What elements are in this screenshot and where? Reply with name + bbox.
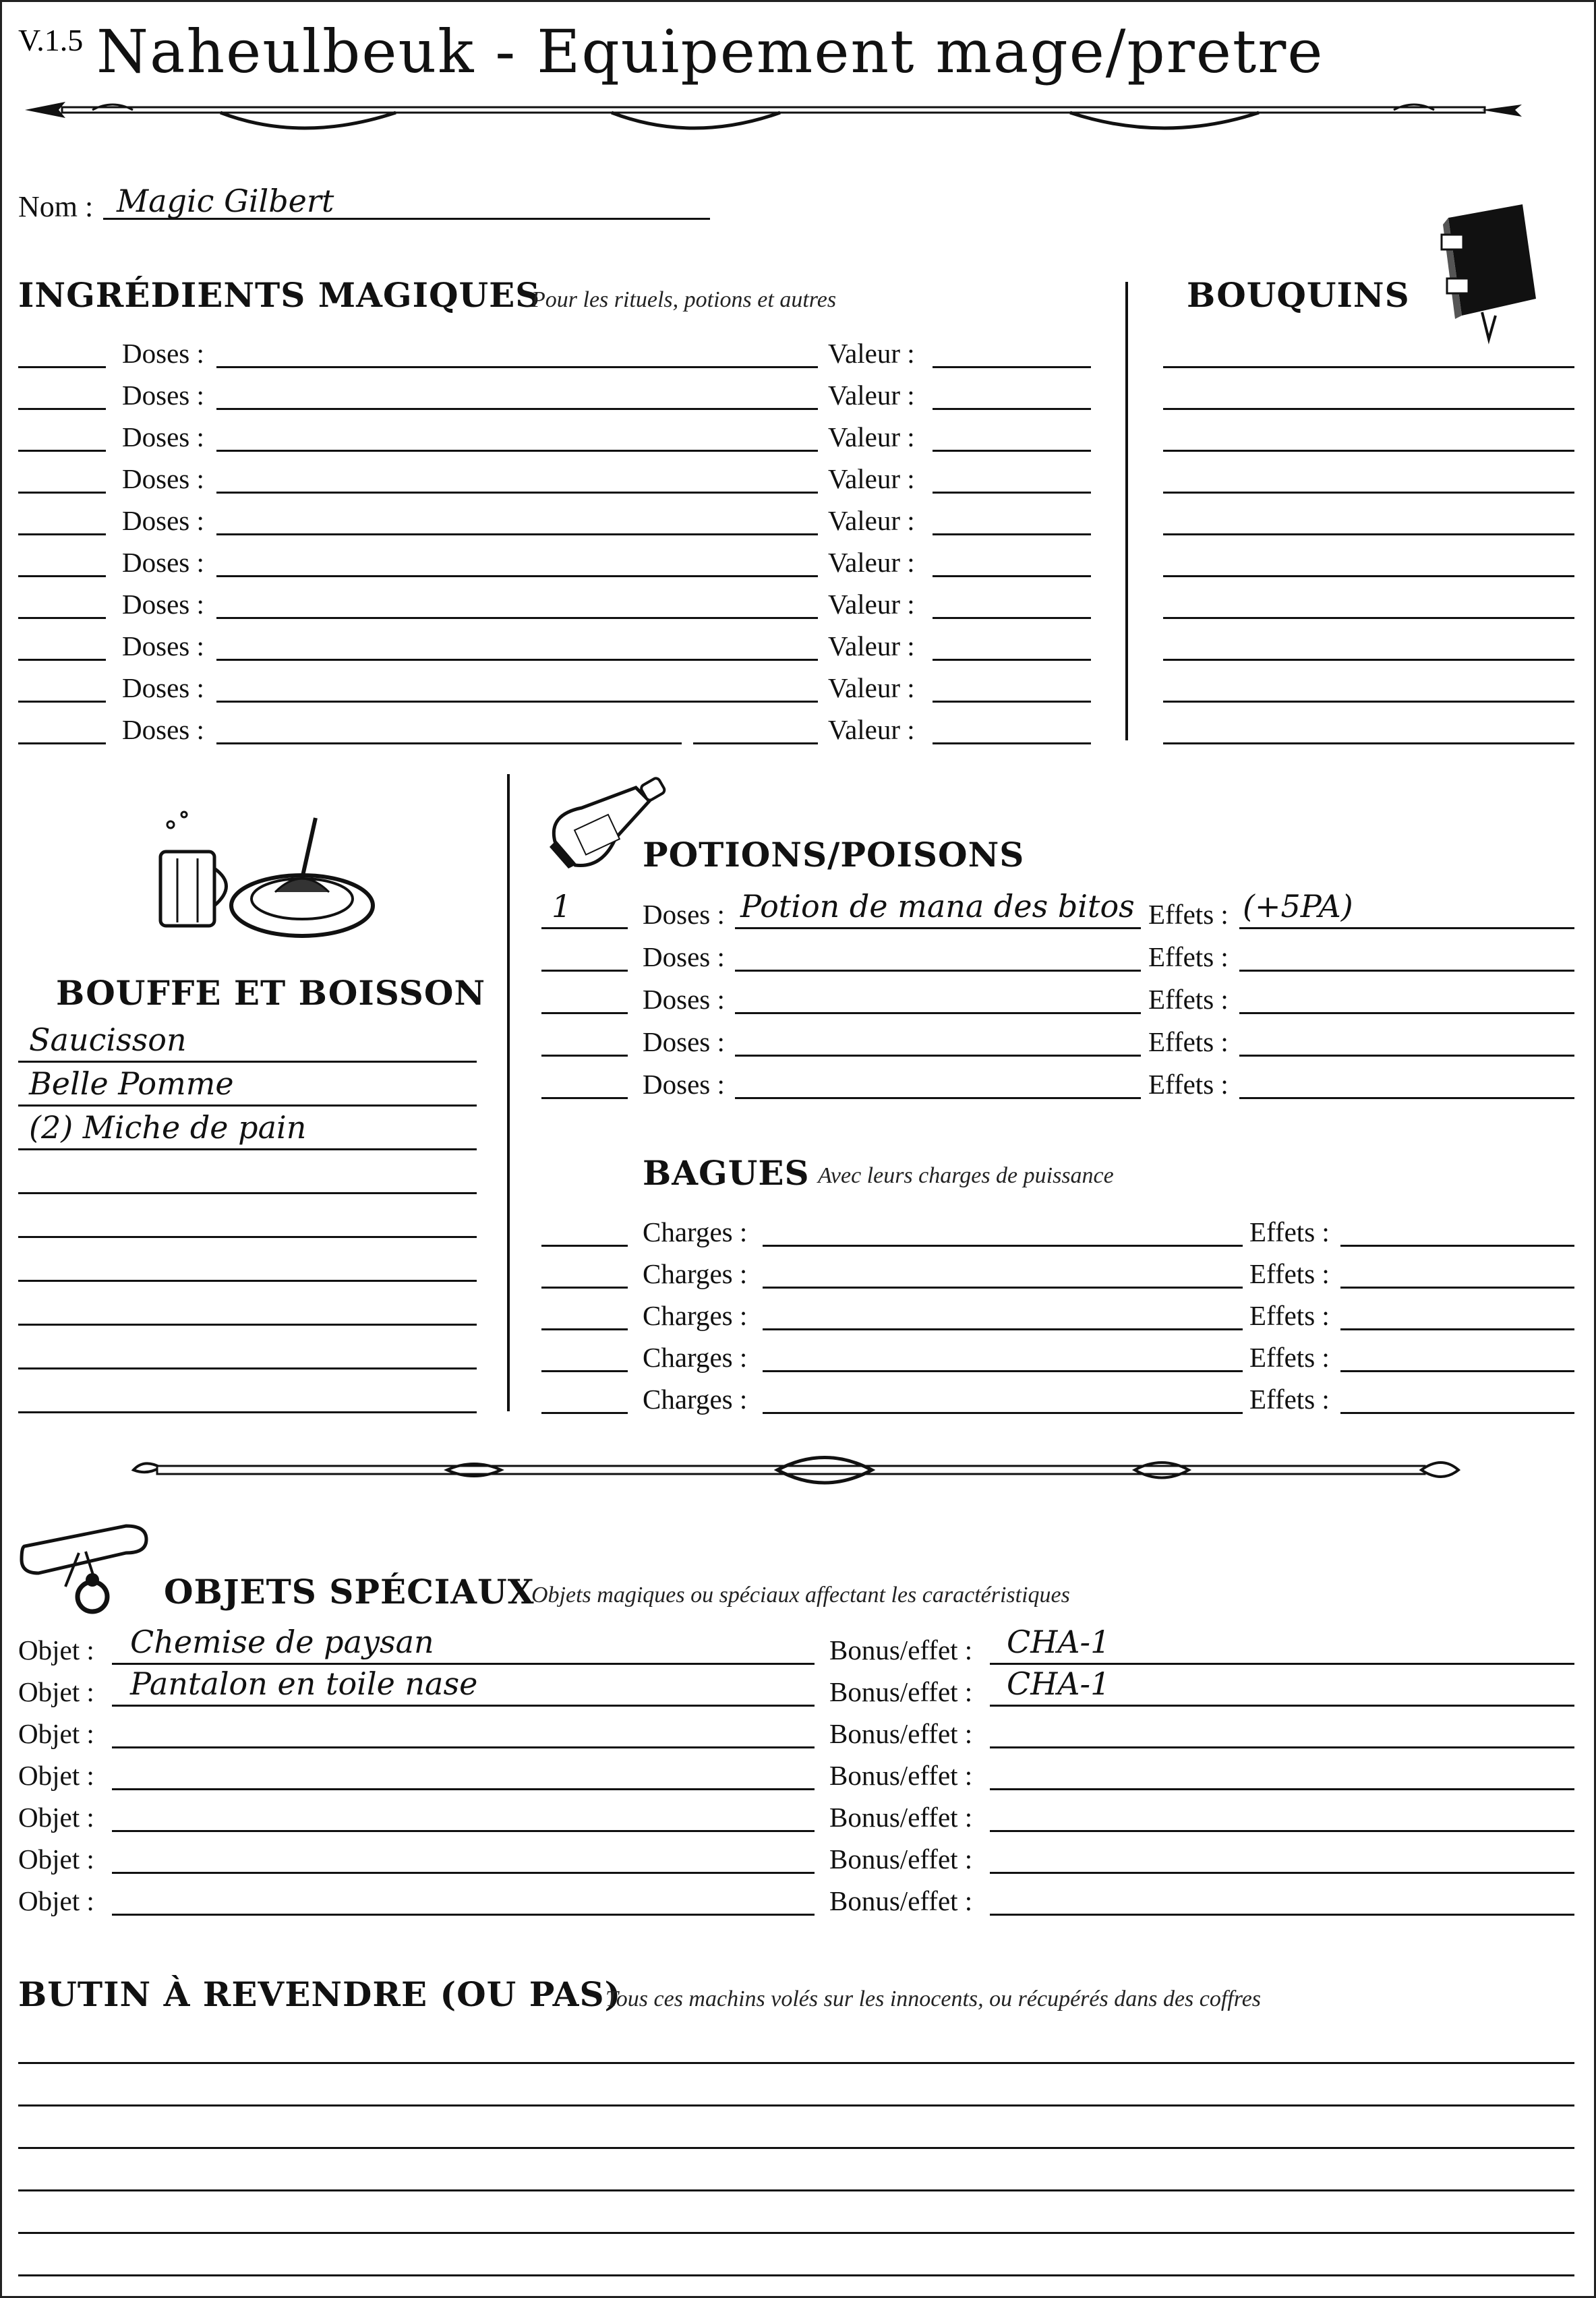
scroll-icon [18,1512,160,1620]
rings-title: BAGUES [643,1153,810,1193]
food-field[interactable] [18,1236,477,1238]
page-title: Naheulbeuk - Equipement mage/pretre [96,17,1324,86]
ingredient-value-label: Valeur : [828,421,915,452]
potion-doses-label: Doses : [643,899,725,930]
potion-effects-label: Effets : [1148,1026,1229,1057]
potion-qty-field[interactable] [541,970,628,972]
food-divider [507,774,510,1411]
ingredient-name-field[interactable] [693,742,818,744]
ingredient-name-field[interactable] [216,450,818,452]
special-object-label: Objet : [18,1802,94,1833]
potion-effects-label: Effets : [1148,941,1229,972]
book-field[interactable] [1163,575,1574,577]
ingredient-value-field[interactable] [933,450,1091,452]
food-item-value[interactable]: Saucisson [29,1022,187,1058]
ingredients-title: INGRÉDIENTS MAGIQUES [18,275,541,315]
ingredient-value-field[interactable] [933,617,1091,619]
food-field[interactable] [18,1411,477,1413]
ingredient-doses-label: Doses : [122,338,204,369]
staff-divider-icon [130,1448,1465,1502]
special-object-field[interactable] [112,1663,815,1665]
special-bonus-label: Bonus/effet : [829,1760,973,1791]
ingredient-name-field[interactable] [216,742,682,744]
book-field[interactable] [1163,659,1574,661]
ring-qty-field[interactable] [541,1287,628,1289]
special-object-label: Objet : [18,1634,94,1666]
loot-subtitle: Tous ces machins volés sur les innocents, ou récupérés dans des coffres [605,1986,1262,2011]
food-title: BOUFFE ET BOISSON [56,973,486,1013]
books-title: BOUQUINS [1187,275,1410,315]
book-icon [1435,198,1549,346]
ingredient-value-field[interactable] [933,575,1091,577]
ingredient-name-field[interactable] [216,408,818,410]
ingredient-qty-field[interactable] [18,408,106,410]
ring-qty-field[interactable] [541,1370,628,1372]
ingredient-doses-label: Doses : [122,421,204,452]
food-field[interactable] [18,1061,477,1063]
ring-name-field[interactable] [763,1328,1243,1330]
ingredient-doses-label: Doses : [122,714,204,745]
ingredient-qty-field[interactable] [18,492,106,494]
ingredient-qty-field[interactable] [18,575,106,577]
special-object-field[interactable] [112,1914,815,1916]
loot-title: BUTIN À REVENDRE (OU PAS) [18,1974,622,2014]
potion-name-field[interactable] [735,1012,1141,1014]
ring-effects-label: Effets : [1249,1342,1330,1373]
potion-effects-label: Effets : [1148,984,1229,1015]
ingredient-doses-label: Doses : [122,505,204,536]
ingredient-value-label: Valeur : [828,380,915,411]
special-bonus-label: Bonus/effet : [829,1885,973,1916]
ring-effect-field[interactable] [1340,1412,1574,1414]
special-bonus-label: Bonus/effet : [829,1634,973,1666]
food-item-value[interactable]: Belle Pomme [29,1065,234,1102]
ingredient-doses-label: Doses : [122,672,204,703]
ingredient-qty-field[interactable] [18,533,106,535]
food-field[interactable] [18,1280,477,1282]
food-field[interactable] [18,1367,477,1369]
ingredient-qty-field[interactable] [18,617,106,619]
book-field[interactable] [1163,492,1574,494]
food-item-value[interactable]: (2) Miche de pain [29,1109,307,1146]
potion-name-field[interactable] [735,970,1141,972]
loot-field[interactable] [18,2062,1574,2064]
column-divider [1125,282,1128,740]
ring-effects-label: Effets : [1249,1216,1330,1247]
special-bonus-field[interactable] [990,1663,1574,1665]
ingredient-value-label: Valeur : [828,338,915,369]
special-subtitle: Objets magiques ou spéciaux affectant les caractéristiques [531,1583,1070,1608]
ingredient-value-field[interactable] [933,701,1091,703]
loot-field[interactable] [18,2189,1574,2191]
book-field[interactable] [1163,701,1574,703]
special-object-field[interactable] [112,1705,815,1707]
loot-field[interactable] [18,2104,1574,2106]
food-field[interactable] [18,1192,477,1194]
ingredient-qty-field[interactable] [18,659,106,661]
ring-charges-label: Charges : [643,1384,748,1415]
name-value[interactable]: Magic Gilbert [117,183,334,219]
loot-field[interactable] [18,2232,1574,2234]
ring-qty-field[interactable] [541,1328,628,1330]
ingredient-value-field[interactable] [933,492,1091,494]
ingredient-value-label: Valeur : [828,505,915,536]
special-bonus-label: Bonus/effet : [829,1676,973,1707]
potion-effect-field[interactable] [1239,927,1574,929]
ring-effects-label: Effets : [1249,1258,1330,1289]
food-field[interactable] [18,1148,477,1150]
ring-charges-label: Charges : [643,1258,748,1289]
ingredient-value-field[interactable] [933,408,1091,410]
loot-field[interactable] [18,2147,1574,2149]
ingredient-qty-field[interactable] [18,366,106,368]
potion-name-field[interactable] [735,1055,1141,1057]
book-field[interactable] [1163,408,1574,410]
ingredient-doses-label: Doses : [122,630,204,661]
potion-qty-field[interactable] [541,1097,628,1099]
ring-qty-field[interactable] [541,1412,628,1414]
potion-effect-field[interactable] [1239,970,1574,972]
ingredient-name-field[interactable] [216,575,818,577]
book-field[interactable] [1163,450,1574,452]
potion-effects-label: Effets : [1148,1069,1229,1100]
potion-doses-label: Doses : [643,941,725,972]
ingredient-qty-field[interactable] [18,450,106,452]
ingredient-doses-label: Doses : [122,547,204,578]
ingredient-name-field[interactable] [216,701,818,703]
potion-doses-label: Doses : [643,1026,725,1057]
loot-field[interactable] [18,2274,1574,2276]
food-field[interactable] [18,1104,477,1107]
spear-divider-icon [18,90,1529,150]
ingredient-value-label: Valeur : [828,463,915,494]
ingredient-name-field[interactable] [216,366,818,368]
ingredient-value-label: Valeur : [828,547,915,578]
ring-name-field[interactable] [763,1245,1243,1247]
ring-effects-label: Effets : [1249,1300,1330,1331]
special-object-label: Objet : [18,1718,94,1749]
ring-charges-label: Charges : [643,1216,748,1247]
ingredient-value-field[interactable] [933,533,1091,535]
special-bonus-field[interactable] [990,1788,1574,1790]
food-icon [140,804,376,953]
potion-qty-field[interactable] [541,1055,628,1057]
special-object-field[interactable] [112,1746,815,1748]
ring-name-field[interactable] [763,1287,1243,1289]
special-bonus-field[interactable] [990,1746,1574,1748]
ring-effect-field[interactable] [1340,1287,1574,1289]
special-bonus-field[interactable] [990,1872,1574,1874]
special-bonus-value[interactable]: CHA-1 [1007,1624,1111,1660]
ingredient-value-label: Valeur : [828,714,915,745]
special-title: OBJETS SPÉCIAUX [164,1572,535,1612]
special-object-label: Objet : [18,1760,94,1791]
ring-effect-field[interactable] [1340,1328,1574,1330]
food-field[interactable] [18,1324,477,1326]
ring-name-field[interactable] [763,1370,1243,1372]
ingredient-value-label: Valeur : [828,672,915,703]
ingredient-value-label: Valeur : [828,589,915,620]
potion-doses-label: Doses : [643,1069,725,1100]
book-field[interactable] [1163,366,1574,368]
potion-qty-field[interactable] [541,1012,628,1014]
ingredient-doses-label: Doses : [122,380,204,411]
potion-doses-label: Doses : [643,984,725,1015]
book-field[interactable] [1163,617,1574,619]
version-label: V.1.5 [18,23,84,57]
potion-effect-field[interactable] [1239,1055,1574,1057]
special-object-value[interactable]: Chemise de paysan [130,1624,434,1660]
special-object-value[interactable]: Pantalon en toile nase [130,1666,478,1702]
ingredient-doses-label: Doses : [122,589,204,620]
special-object-field[interactable] [112,1788,815,1790]
special-bonus-label: Bonus/effet : [829,1844,973,1875]
potions-title: POTIONS/POISONS [643,835,1025,875]
special-object-field[interactable] [112,1872,815,1874]
ingredient-name-field[interactable] [216,533,818,535]
potion-name-value[interactable]: Potion de mana des bitos [740,888,1135,924]
book-field[interactable] [1163,533,1574,535]
name-label: Nom : [18,190,94,223]
potion-qty-value[interactable]: 1 [552,888,572,924]
potion-effect-field[interactable] [1239,1097,1574,1099]
special-object-field[interactable] [112,1830,815,1832]
potion-name-field[interactable] [735,927,1141,929]
ring-charges-label: Charges : [643,1342,748,1373]
ingredient-qty-field[interactable] [18,742,106,744]
book-field[interactable] [1163,742,1574,744]
ring-name-field[interactable] [763,1412,1243,1414]
special-bonus-value[interactable]: CHA-1 [1007,1666,1111,1702]
special-bonus-field[interactable] [990,1830,1574,1832]
special-bonus-field[interactable] [990,1705,1574,1707]
ingredient-name-field[interactable] [216,659,818,661]
ingredient-name-field[interactable] [216,617,818,619]
ingredient-value-field[interactable] [933,366,1091,368]
special-bonus-label: Bonus/effet : [829,1802,973,1833]
ingredient-value-label: Valeur : [828,630,915,661]
potion-effect-value[interactable]: (+5PA) [1243,888,1353,924]
potion-qty-field[interactable] [541,927,628,929]
ingredients-subtitle: Pour les rituels, potions et autres [531,287,837,312]
special-object-label: Objet : [18,1885,94,1916]
special-bonus-field[interactable] [990,1914,1574,1916]
ring-qty-field[interactable] [541,1245,628,1247]
special-object-label: Objet : [18,1676,94,1707]
potion-name-field[interactable] [735,1097,1141,1099]
ring-effect-field[interactable] [1340,1245,1574,1247]
ring-effects-label: Effets : [1249,1384,1330,1415]
ingredient-doses-label: Doses : [122,463,204,494]
ring-charges-label: Charges : [643,1300,748,1331]
potion-effects-label: Effets : [1148,899,1229,930]
special-bonus-label: Bonus/effet : [829,1718,973,1749]
potion-effect-field[interactable] [1239,1012,1574,1014]
ingredient-qty-field[interactable] [18,701,106,703]
ingredient-value-field[interactable] [933,659,1091,661]
rings-subtitle: Avec leurs charges de puissance [818,1163,1114,1188]
ring-effect-field[interactable] [1340,1370,1574,1372]
special-object-label: Objet : [18,1844,94,1875]
ingredient-value-field[interactable] [933,742,1091,744]
ingredient-name-field[interactable] [216,492,818,494]
